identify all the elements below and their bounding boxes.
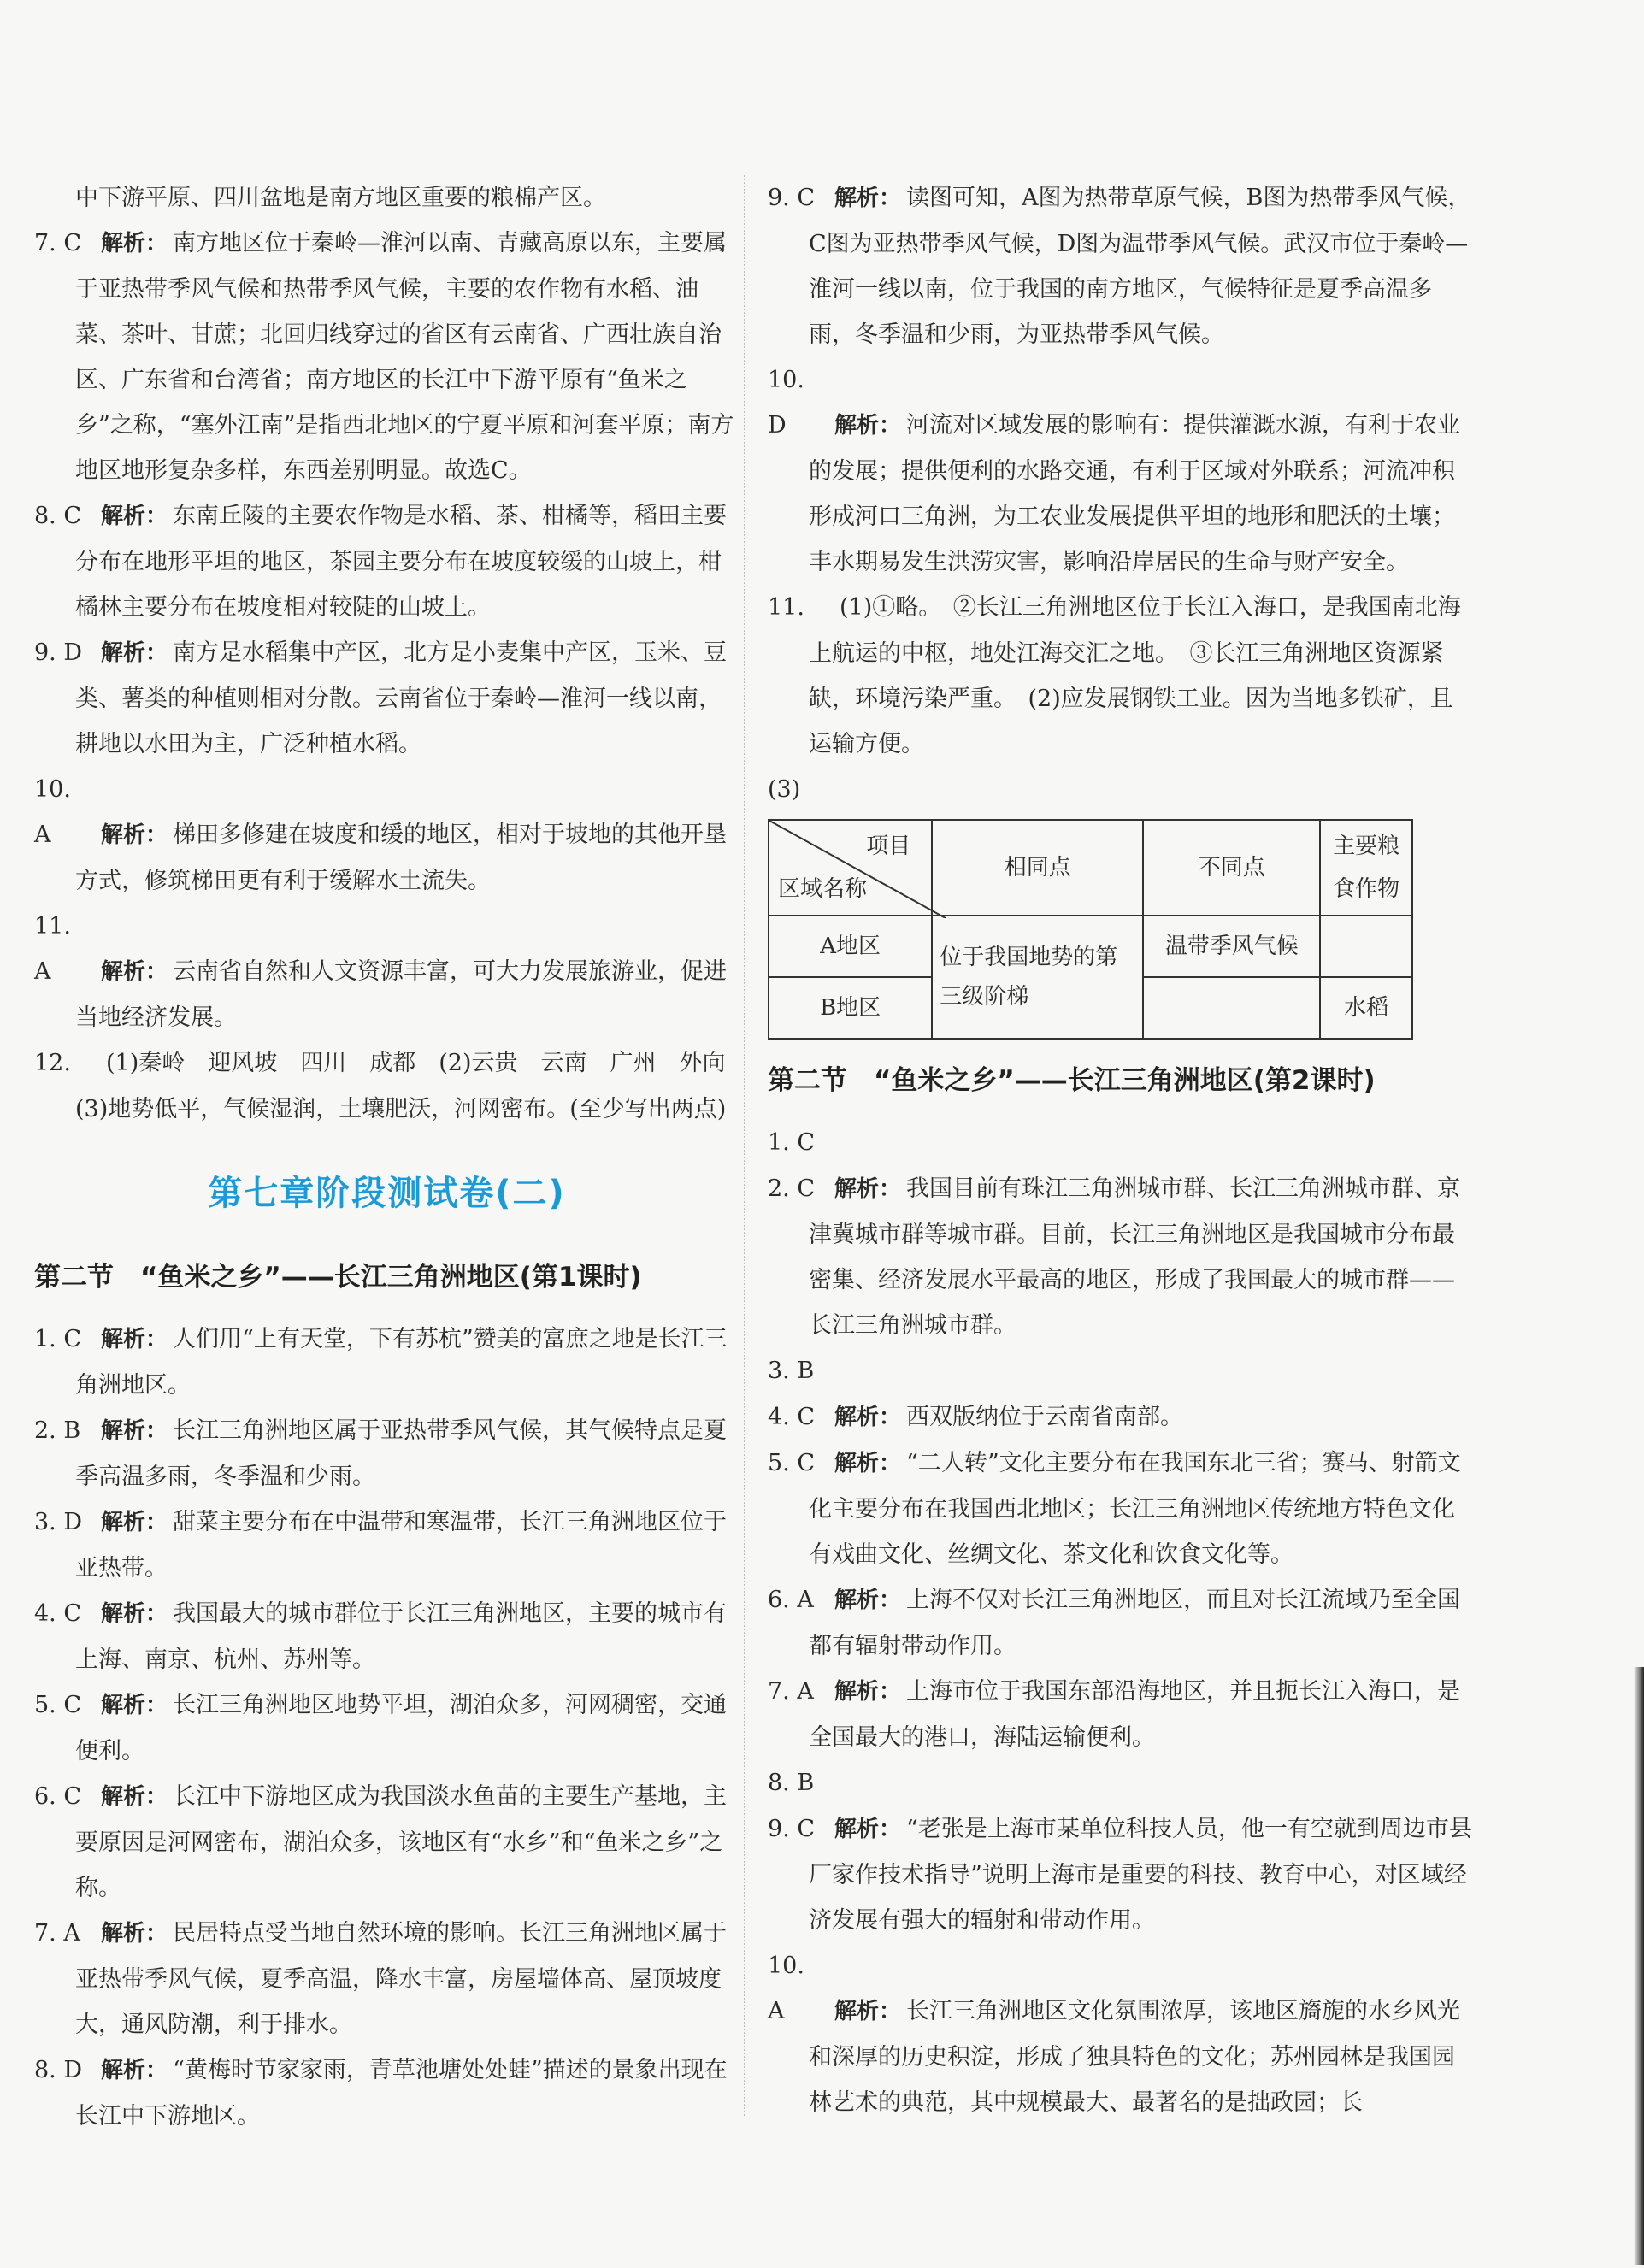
- corner-top-label: 项目: [866, 834, 911, 859]
- continued-text: 中下游平原、四川盆地是南方地区重要的粮棉产区。: [75, 185, 606, 211]
- answer-item: [34, 1408, 740, 1499]
- answer-number: 3. D: [34, 1509, 82, 1535]
- analysis-label: 解析：: [101, 1921, 168, 1947]
- analysis-label: 解析：: [834, 1679, 902, 1705]
- crop-b-cell: 水稻: [1320, 977, 1412, 1039]
- answer-number: 8. D: [34, 2057, 82, 2083]
- answer-item: [34, 1682, 740, 1774]
- analysis-label: 解析：: [101, 231, 168, 256]
- answer-item: [768, 1348, 1473, 1394]
- chapter-title: 第七章阶段测试卷(二): [208, 1174, 566, 1213]
- right-column: [768, 175, 1473, 2125]
- answer-item: [768, 357, 1473, 585]
- answer-item: [768, 1669, 1473, 1760]
- answer-number: 10. A: [768, 1953, 804, 2024]
- answer-number: 4. C: [34, 1600, 82, 1627]
- answer-text: 长江三角洲地区地势平坦，湖泊众多，河网稠密，交通便利。: [75, 1692, 728, 1764]
- answer-item: [34, 221, 740, 493]
- answer-text: 甜菜主要分布在中温带和寒温带，长江三角洲地区位于亚热带。: [75, 1509, 728, 1582]
- analysis-label: 解析：: [101, 1693, 168, 1718]
- header-diff: 不同点: [1143, 820, 1320, 916]
- analysis-label: 解析：: [834, 413, 902, 439]
- analysis-label: 解析：: [834, 186, 902, 211]
- answer-number: 8. B: [768, 1770, 815, 1796]
- answer-text: 云南省自然和人文资源丰富，可大力发展旅游业，促进当地经济发展。: [75, 958, 728, 1031]
- analysis-label: 解析：: [101, 640, 168, 666]
- answer-number: 2. C: [768, 1175, 816, 1202]
- analysis-label: 解析：: [101, 504, 168, 529]
- answer-item: [768, 1577, 1473, 1669]
- answer-number: 7. C: [34, 230, 82, 256]
- answer-number: 5. C: [34, 1692, 82, 1718]
- answer-text: 长江三角洲地区文化氛围浓厚，该地区旖旎的水乡风光和深厚的历史积淀，形成了独具特色的文化；苏州园林是我国园林艺术的典范，其中规模最大、最著名的是拙政园；长: [809, 1998, 1461, 2116]
- answer-item: [34, 493, 740, 630]
- answer-text: 南方是水稻集中产区，北方是小麦集中产区，玉米、豆类、薯类的种植则相对分散。云南省位于秦岭—淮河一线以南，耕地以水田为主，广泛种植水稻。: [75, 639, 728, 757]
- answer-text: 人们用“上有天堂，下有苏杭”赞美的富庶之地是长江三角洲地区。: [75, 1326, 728, 1399]
- answer-list-c: [768, 175, 1473, 767]
- table-corner-cell: [769, 820, 932, 916]
- answer-text: 民居特点受当地自然环境的影响。长江三角洲地区属于亚热带季风气候，夏季高温，降水丰富，房屋墙体高、屋顶坡度大，通风防潮，利于排水。: [75, 1920, 728, 2038]
- analysis-label: 解析：: [101, 1418, 168, 1444]
- answer-item: [768, 1120, 1473, 1166]
- answer-item: [768, 585, 1473, 767]
- answer-number: 1. C: [768, 1129, 816, 1156]
- answer-number: 9. D: [34, 639, 82, 666]
- analysis-label: 解析：: [834, 1451, 902, 1476]
- answer-number: 10. A: [34, 776, 71, 848]
- answer-item: [34, 1317, 740, 1408]
- analysis-label: 解析：: [101, 959, 168, 985]
- answer-number: 2. B: [34, 1417, 81, 1444]
- analysis-label: 解析：: [101, 822, 168, 848]
- answer-item: [768, 1943, 1473, 2125]
- answer-list-a: [34, 221, 749, 1132]
- answer-text: “黄梅时节家家雨，青草池塘处处蛙”描述的景象出现在长江中下游地区。: [75, 2057, 728, 2130]
- answer-item: [768, 1394, 1473, 1440]
- answer-number: 9. C: [768, 1816, 816, 1842]
- answer-text: 我国最大的城市群位于长江三角洲地区，主要的城市有上海、南京、杭州、苏州等。: [75, 1600, 728, 1673]
- answer-text: 上海市位于我国东部沿海地区，并且扼长江入海口，是全国最大的港口，海陆运输便利。: [809, 1678, 1461, 1751]
- analysis-label: 解析：: [101, 1601, 168, 1627]
- diff-b-cell: [1143, 977, 1320, 1039]
- analysis-label: 解析：: [834, 1588, 902, 1613]
- answer-item: [34, 767, 740, 904]
- analysis-label: 解析：: [834, 1817, 902, 1842]
- analysis-label: 解析：: [101, 1327, 168, 1352]
- answer-number: 3. B: [768, 1358, 815, 1384]
- answer-text: 读图可知，A图为热带草原气候，B图为热带季风气候，C图为亚热带季风气候，D图为温带季风气候。武汉市位于秦岭—淮河一线以南，位于我国的南方地区，气候特征是夏季高温多雨，冬季温和少雨，为亚热带季风气候。: [809, 185, 1471, 348]
- answer-number: 12.: [34, 1050, 71, 1076]
- answer-text: “二人转”文化主要分布在我国东北三省；赛马、射箭文化主要分布在我国西北地区；长江三角洲地区传统地方特色文化有戏曲文化、丝绸文化、茶文化和饮食文化等。: [809, 1450, 1461, 1568]
- answer-number: 11.: [768, 594, 804, 621]
- answer-number: 9. C: [768, 185, 816, 211]
- answer-text: 梯田多修建在坡度和缓的地区，相对于坡地的其他开垦方式，修筑梯田更有利于缓解水土流失。: [75, 822, 728, 894]
- left-column: [34, 175, 749, 2139]
- same-cell: 位于我国地势的第三级阶梯: [932, 916, 1143, 1039]
- answer-item: [34, 1499, 740, 1591]
- diff-a-cell: 温带季风气候: [1143, 916, 1320, 977]
- answer-text: 南方地区位于秦岭—淮河以南、青藏高原以东，主要属于亚热带季风气候和热带季风气候，主要的农作物有水稻、油菜、茶叶、甘蔗；北回归线穿过的省区有云南省、广西壮族自治区、广东省和台湾省；南方地区的长江中下游平原有“鱼米之乡”之称，“塞外江南”是指西北地区的宁夏平原和河套平原；南方地区地形复杂多样，东西差别明显。故选C。: [75, 230, 734, 484]
- answer-number: 4. C: [768, 1404, 816, 1430]
- header-same: 相同点: [932, 820, 1143, 916]
- answer-item: [34, 630, 740, 767]
- analysis-label: 解析：: [834, 1405, 902, 1430]
- answer-item: [768, 1166, 1473, 1348]
- answer-item: [34, 1774, 740, 1911]
- answer-text: 上海不仅对长江三角洲地区，而且对长江流域乃至全国都有辐射带动作用。: [809, 1587, 1461, 1659]
- header-crop: 主要粮食作物: [1320, 820, 1412, 916]
- answer-number: 7. A: [768, 1678, 814, 1705]
- answer-number: 6. A: [768, 1587, 814, 1613]
- answer-number: 11. A: [34, 913, 71, 985]
- answer-text: (1)秦岭 迎风坡 四川 成都 (2)云贵 云南 广州 外向 (3)地势低平，气候湿润，土壤肥沃，河网密布。(至少写出两点): [75, 1050, 749, 1122]
- answer-number: 5. C: [768, 1450, 816, 1476]
- answer-number: 10. D: [768, 367, 804, 439]
- answer-item: [34, 1911, 740, 2047]
- answer-number: 8. C: [34, 503, 82, 529]
- answer-text: 长江中下游地区成为我国淡水鱼苗的主要生产基地，主要原因是河网密布，湖泊众多，该地区有“水乡”和“鱼米之乡”之称。: [75, 1783, 728, 1901]
- answer-number: 6. C: [34, 1783, 82, 1810]
- answer-text: 东南丘陵的主要农作物是水稻、茶、柑橘等，稻田主要分布在地形平坦的地区，茶园主要分布在坡度较缓的山坡上，柑橘林主要分布在坡度相对较陡的山坡上。: [75, 503, 728, 621]
- crop-a-cell: [1320, 916, 1412, 977]
- answer-item: [34, 1040, 749, 1132]
- analysis-label: 解析：: [834, 1999, 902, 2024]
- scan-shadow-edge: [1634, 1667, 1644, 2265]
- answer-text: 河流对区域发展的影响有：提供灌溉水源，有利于农业的发展；提供便利的水路交通，有利于区域对外联系；河流冲积形成河口三角洲，为工农业发展提供平坦的地形和肥沃的土壤；丰水期易发生洪涝灾害，影响沿岸居民的生命与财产安全。: [809, 412, 1461, 575]
- analysis-label: 解析：: [101, 1784, 168, 1810]
- section-title: 第二节 “鱼米之乡”——长江三角洲地区(第1课时): [34, 1262, 642, 1293]
- analysis-label: 解析：: [101, 1510, 168, 1535]
- answer-item: [768, 1440, 1473, 1577]
- answer-item: [768, 1806, 1473, 1943]
- answer-item: [34, 1591, 740, 1682]
- answer-list-d: [768, 1120, 1473, 2125]
- answer-text: (1)①略。 ②长江三角洲地区位于长江入海口，是我国南北海上航运的中枢，地处江海交汇之地。 ③长江三角洲地区资源紧缺，环境污染严重。 (2)应发展钢铁工业。因为当地多铁矿，且运输方便。: [809, 594, 1461, 757]
- section-title: 第二节 “鱼米之乡”——长江三角洲地区(第2课时): [768, 1065, 1376, 1096]
- table-intro: (3): [768, 776, 801, 803]
- answer-number: 7. A: [34, 1920, 80, 1947]
- answer-text: 长江三角洲地区属于亚热带季风气候，其气候特点是夏季高温多雨，冬季温和少雨。: [75, 1417, 728, 1490]
- corner-bottom-label: 区域名称: [778, 876, 868, 902]
- comparison-table: [768, 819, 1413, 1040]
- answer-item: [768, 175, 1473, 357]
- analysis-label: 解析：: [834, 1176, 902, 1202]
- answer-list-b: [34, 1317, 740, 2139]
- row-b-label: B地区: [769, 977, 932, 1039]
- answer-text: 我国目前有珠江三角洲城市群、长江三角洲城市群、京津冀城市群等城市群。目前，长江三角洲地区是我国城市分布最密集、经济发展水平最高的地区，形成了我国最大的城市群——长江三角洲城市群。: [809, 1175, 1461, 1339]
- row-a-label: A地区: [769, 916, 932, 977]
- answer-item: [34, 904, 740, 1040]
- answer-item: [34, 2047, 740, 2139]
- answer-item: [768, 1760, 1473, 1806]
- answer-text: “老张是上海市某单位科技人员，他一有空就到周边市县厂家作技术指导”说明上海市是重要的科技、教育中心，对区域经济发展有强大的辐射和带动作用。: [809, 1816, 1472, 1934]
- column-divider: [744, 175, 745, 2116]
- answer-text: 西双版纳位于云南省南部。: [906, 1404, 1184, 1430]
- analysis-label: 解析：: [101, 2058, 168, 2083]
- answer-number: 1. C: [34, 1326, 82, 1352]
